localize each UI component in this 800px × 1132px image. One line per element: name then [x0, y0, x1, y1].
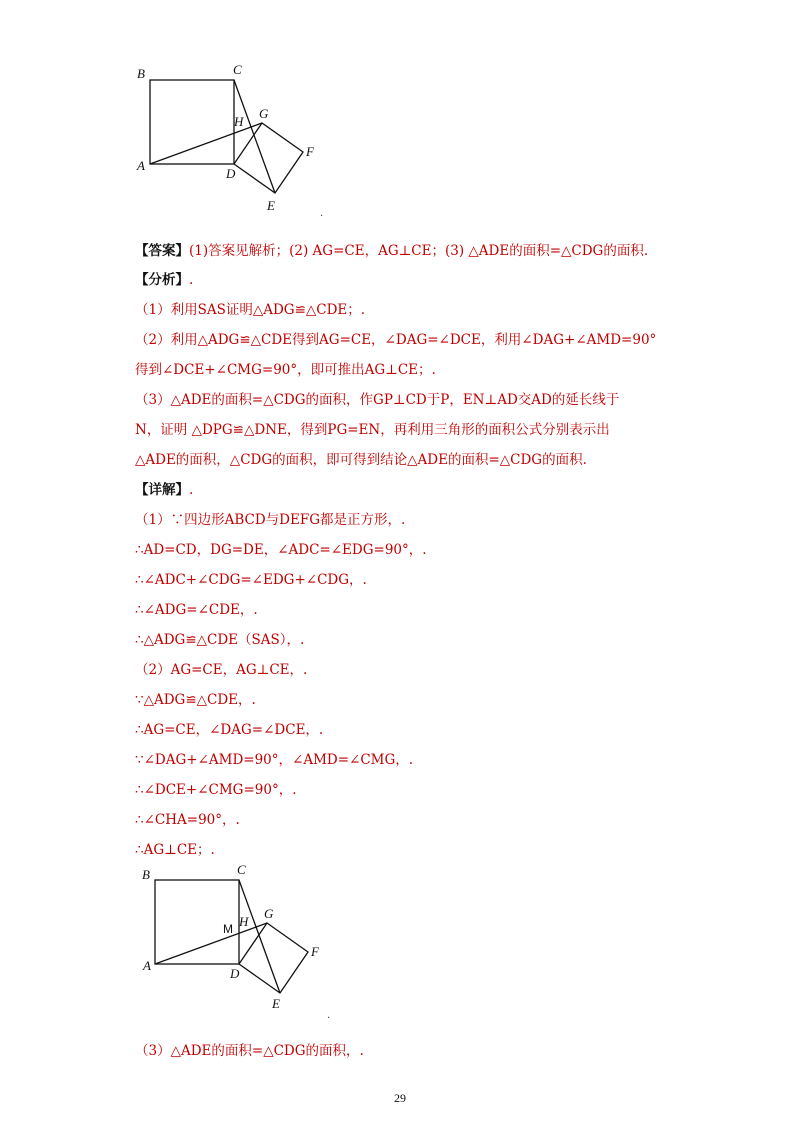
detail-line: ∴∠ADG=∠CDE，. — [135, 602, 258, 618]
analysis-line: （3）△ADE的面积=△CDG的面积，作GP⊥CD于P，EN⊥AD交AD的延长线于 — [135, 392, 620, 408]
detail-heading: 【详解】. — [135, 482, 194, 498]
analysis-line: （1）利用SAS证明△ADG≌△CDE；. — [135, 302, 366, 318]
label-c: C — [237, 862, 246, 877]
label-d: D — [226, 166, 236, 181]
segment-ce — [239, 880, 280, 993]
label-h: H — [239, 914, 249, 929]
analysis-line: 得到∠DCE+∠CMG=90°，即可推出AG⊥CE；. — [135, 362, 436, 378]
answer-text: (1)答案见解析；(2) AG=CE，AG⊥CE；(3) △ADE的面积=△CDG的面积. — [189, 243, 649, 259]
label-e: E — [267, 198, 275, 213]
label-f: F — [306, 144, 314, 159]
label-g: G — [259, 106, 269, 121]
label-b: B — [142, 867, 150, 882]
stray-mark: . — [327, 1010, 331, 1021]
analysis-line: （2）利用△ADG≌△CDE得到AG=CE，∠DAG=∠DCE，利用∠DAG+∠AMD=90° — [135, 332, 657, 348]
detail-line: （2）AG=CE，AG⊥CE，. — [135, 662, 308, 678]
analysis-line: △ADE的面积，△CDG的面积，即可得到结论△ADE的面积=△CDG的面积. — [135, 452, 587, 468]
detail-line: ∴AG=CE，∠DAG=∠DCE，. — [135, 722, 324, 738]
detail-line: ∴AG⊥CE；. — [135, 842, 215, 858]
square-defg — [239, 923, 308, 993]
detail-line: ∴∠ADC+∠CDG=∠EDG+∠CDG，. — [135, 572, 367, 588]
detail-line: ∴AD=CD，DG=DE，∠ADC=∠EDG=90°，. — [135, 542, 427, 558]
answer-tag: 【答案】 — [135, 243, 189, 259]
segment-ce — [234, 80, 275, 193]
square-defg — [234, 123, 303, 193]
label-a: A — [143, 958, 151, 973]
detail-line: ∴∠DCE+∠CMG=90°，. — [135, 782, 297, 798]
answer-line — [135, 243, 648, 259]
analysis-tag: 【分析】 — [135, 272, 189, 288]
detail-tag: 【详解】 — [135, 482, 189, 498]
detail-line: ∴△ADG≌△CDE（SAS），. — [135, 632, 305, 648]
detail-line: ∵△ADG≌△CDE，. — [135, 692, 256, 708]
segment-ag — [155, 923, 267, 964]
detail-line: （1）∵四边形ABCD与DEFG都是正方形，. — [135, 512, 406, 528]
detail-line: ∴∠CHA=90°，. — [135, 812, 240, 828]
label-b: B — [137, 66, 145, 81]
detail-line: ∵∠DAG+∠AMD=90°，∠AMD=∠CMG，. — [135, 752, 414, 768]
label-e: E — [272, 996, 280, 1011]
square-abcd — [150, 80, 234, 164]
label-h: H — [234, 114, 244, 129]
segment-ag — [150, 123, 262, 164]
label-a: A — [137, 158, 145, 173]
stray-mark: . — [320, 208, 324, 219]
detail-last-line: （3）△ADE的面积=△CDG的面积，. — [135, 1043, 364, 1059]
label-m: M — [223, 922, 233, 936]
figure-squares-2 — [135, 862, 345, 1022]
label-d: D — [230, 966, 240, 981]
label-c: C — [233, 62, 242, 77]
page-number: 29 — [394, 1091, 406, 1105]
label-f: F — [311, 944, 319, 959]
analysis-heading: 【分析】. — [135, 272, 194, 288]
analysis-line: N，证明 △DPG≌△DNE，得到PG=EN，再利用三角形的面积公式分别表示出 — [135, 422, 610, 438]
figure-squares-1 — [130, 60, 330, 220]
label-g: G — [264, 906, 274, 921]
